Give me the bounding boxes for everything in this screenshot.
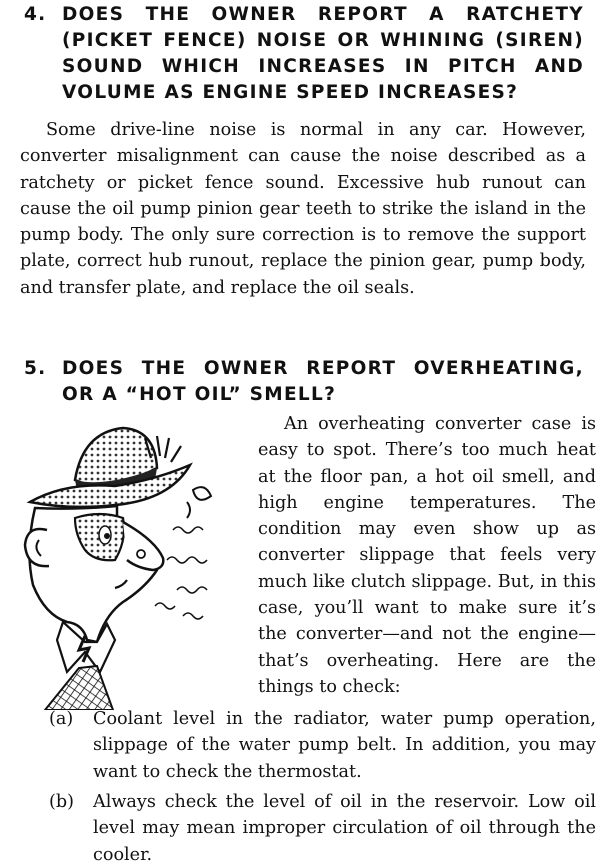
section-4-heading-text: DOES THE OWNER REPORT A RATCHETY (PICKET FENCE) NOISE OR WHINING (SIREN) SOUND WHICH INCREASES IN PITCH AND VOLUME AS ENGINE SPEED INCREASES? xyxy=(62,4,584,103)
section-5-heading xyxy=(24,356,584,408)
section-4-body: Some drive-line noise is normal in any car. However, converter misalignment can cause the noise described as a ratchety or picket fence sound. Excessive hub runout can cause the oil pump pinion gear teeth to strike the island in the pump body. The only sure correction is to remove the support plate, correct hub runout, replace the pinion gear, pump body, and transfer plate, and replace the oil seals. xyxy=(20,120,586,298)
section-5-number: 5. xyxy=(24,358,47,379)
overheated-man-illustration-icon xyxy=(5,410,250,710)
section-5-body: An overheating converter case is easy to spot. There’s too much heat at the floor pan, a hot oil smell, and high engine temperatures. The condition may even show up as converter slippage that feels very much like clutch slippage. But, in this case, you’ll want to make sure it’s the converter—and not the engine—that’s overheating. Here are the things to check: xyxy=(258,414,596,697)
section-4-number: 4. xyxy=(24,4,47,25)
list-item xyxy=(49,706,596,785)
section-4-heading xyxy=(24,2,584,106)
list-item xyxy=(49,789,596,868)
list-marker: (b) xyxy=(49,792,74,812)
list-marker: (a) xyxy=(49,709,74,729)
section-5-heading-text: DOES THE OWNER REPORT OVERHEATING, OR A “HOT OIL” SMELL? xyxy=(62,358,584,405)
list-item-text: Always check the level of oil in the reservoir. Low oil level may mean improper circulation of oil through the cooler. xyxy=(93,792,596,865)
list-item-text: Coolant level in the radiator, water pump operation, slippage of the water pump belt. In addition, you may want to check the thermostat. xyxy=(93,709,596,782)
